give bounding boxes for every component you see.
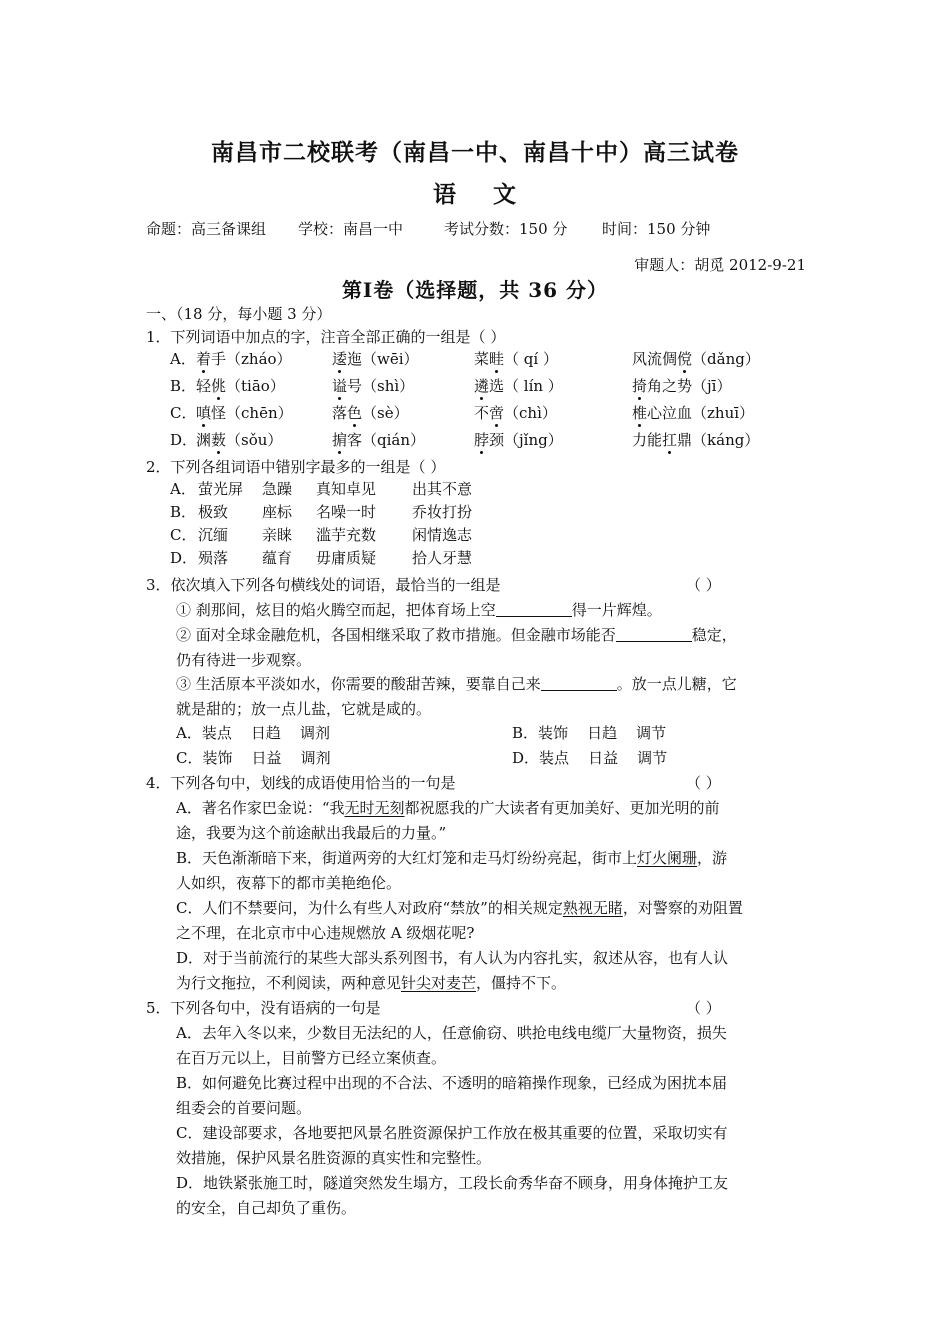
q4-option-b-cont: 人如织，夜幕下的都市美艳绝伦。	[176, 874, 402, 892]
q2-option-label: D．	[170, 549, 198, 567]
dotted-character: 谥	[332, 377, 348, 395]
q2-word: 殒落	[198, 549, 229, 567]
reviewer: 审题人：胡觅 2012-9-21	[634, 256, 806, 274]
dotted-character: 佻	[211, 377, 227, 395]
q3-answer-paren: （ ）	[686, 576, 721, 594]
q2-stem: 2．下列各组词语中错别字最多的一组是（ ）	[146, 458, 446, 476]
q4-option-d-cont: 为行文拖拉，不利阅读，两种意见针尖对麦芒，僵持不下。	[176, 974, 567, 992]
q5-option-d-cont: 的安全，自己却负了重伤。	[176, 1199, 357, 1217]
q2-word: 亲睐	[262, 526, 293, 544]
q1-word: 嗔怪（chēn）	[196, 404, 293, 422]
q2-word: 真知卓见	[316, 480, 377, 498]
dotted-character: 椎	[632, 404, 648, 422]
q4-option-d: D．对于当前流行的某些大部头系列图书，有人认为内容扎实，叙述从容，也有人认	[176, 949, 729, 967]
underlined-idiom: 针尖对麦芒	[401, 974, 477, 992]
q1-option-label: C．	[170, 404, 197, 422]
q5-option-d: D．地铁紧张施工时，隧道突然发生塌方，工段长俞秀华奋不顾身，用身体掩护工友	[176, 1174, 729, 1192]
q1-option-label: D．	[170, 431, 198, 449]
dotted-character: 色	[347, 404, 363, 422]
q4-option-b: B．天色渐渐暗下来，街道两旁的大红灯笼和走马灯纷纷亮起，街市上灯火阑珊，游	[176, 849, 728, 867]
q1-word: 逶迤（wēi）	[332, 350, 419, 368]
underlined-idiom: 熟视无睹	[562, 899, 623, 917]
q5-option-c-cont: 效措施，保护风景名胜资源的真实性和完整性。	[176, 1149, 492, 1167]
q4-answer-paren: （ ）	[686, 774, 721, 792]
q4-option-a: A．著名作家巴金说：“我无时无刻都祝愿我的广大读者有更加美好、更加光明的前	[176, 799, 720, 817]
info-proposer: 命题：高三备课组	[146, 220, 267, 238]
dotted-character: 掮	[332, 431, 348, 449]
q2-word: 出其不意	[412, 480, 473, 498]
q3-blank-3	[541, 676, 617, 691]
q4-option-a-cont: 途，我要为这个前途献出我最后的力量。”	[176, 824, 447, 842]
q4-option-c-cont: 之不理，在北京市中心违规燃放 A 级烟花呢?	[176, 924, 475, 942]
q3-option-d: D．装点 日益 调节	[512, 749, 668, 767]
info-school: 学校：南昌一中	[298, 220, 404, 238]
q2-word: 座标	[262, 503, 293, 521]
q3-blank-2	[616, 627, 692, 642]
underlined-idiom: 灯火阑珊	[637, 849, 698, 867]
q3-blank-1	[496, 602, 572, 617]
info-time: 时间：150 分钟	[602, 220, 711, 238]
q1-option-label: A．	[170, 350, 196, 368]
q3-sentence-3: ③ 生活原本平淡如水，你需要的酸甜苦辣，要靠自己来 。放一点儿糖，它	[176, 675, 737, 693]
q2-word: 拾人牙慧	[412, 549, 473, 567]
dotted-character: 啻	[489, 404, 505, 422]
q2-word: 毋庸质疑	[316, 549, 377, 567]
q3-option-a: A．装点 日趋 调剂	[176, 724, 330, 742]
q1-word: 风流倜傥（dǎng）	[632, 350, 760, 368]
q2-word: 名噪一时	[316, 503, 377, 521]
q5-option-b-cont: 组委会的首要问题。	[176, 1099, 312, 1117]
dotted-character: 畦	[489, 350, 505, 368]
dotted-character: 扛	[662, 431, 678, 449]
dotted-character: 脖	[474, 431, 490, 449]
q1-word: 遴选（ lín ）	[474, 377, 563, 395]
q2-option-label: A．	[170, 480, 196, 498]
dotted-character: 傥	[677, 350, 693, 368]
q1-word: 着手（zháo）	[196, 350, 292, 368]
q1-word: 椎心泣血（zhuī）	[632, 404, 755, 422]
q1-option-label: B．	[170, 377, 197, 395]
q5-option-c: C．建设部要求，各地要把风景名胜资源保护工作放在极其重要的位置，采取切实有	[176, 1124, 728, 1142]
q2-word: 急躁	[262, 480, 293, 498]
exam-title: 南昌市二校联考（南昌一中、南昌十中）高三试卷	[211, 139, 739, 166]
dotted-character: 薮	[211, 431, 227, 449]
q2-option-label: B．	[170, 503, 197, 521]
q5-option-b: B．如何避免比赛过程中出现的不合法、不透明的暗箱操作现象，已经成为困扰本届	[176, 1074, 728, 1092]
q1-word: 谥号（shì）	[332, 377, 415, 395]
dotted-character: 逶	[332, 350, 348, 368]
q1-word: 力能扛鼎（káng）	[632, 431, 760, 449]
q2-word: 极致	[198, 503, 229, 521]
q3-sentence-2-cont: 仍有待进一步观察。	[176, 651, 312, 669]
q2-word: 沉缅	[198, 526, 229, 544]
q5-answer-paren: （ ）	[686, 999, 721, 1017]
q4-stem: 4．下列各句中，划线的成语使用恰当的一句是	[146, 774, 456, 792]
q1-word: 脖颈（jǐng）	[474, 431, 563, 449]
q3-sentence-3-cont: 就是甜的；放一点儿盐，它就是咸的。	[176, 700, 432, 718]
part-one-heading: 一、（18 分，每小题 3 分）	[146, 305, 332, 323]
q1-word: 不啻（chì）	[474, 404, 557, 422]
q1-word: 落色（sè）	[332, 404, 409, 422]
q2-word: 乔妆打扮	[412, 503, 473, 521]
q3-stem: 3．依次填入下列各句横线处的词语，最恰当的一组是	[146, 576, 501, 594]
dotted-character: 遴	[474, 377, 490, 395]
q2-word: 滥芋充数	[316, 526, 377, 544]
q3-option-b: B．装饰 日趋 调节	[512, 724, 667, 742]
q1-stem: 1．下列词语中加点的字，注音全部正确的一组是（ ）	[146, 328, 506, 346]
q3-option-c: C．装饰 日益 调剂	[176, 749, 331, 767]
q4-option-c: C．人们不禁要问，为什么有些人对政府“禁放”的相关规定熟视无睹，对警察的劝阻置	[176, 899, 743, 917]
q2-word: 闲情逸志	[412, 526, 473, 544]
q2-option-label: C．	[170, 526, 197, 544]
section-heading: 第Ⅰ卷（选择题，共 36 分）	[341, 278, 609, 302]
q1-word: 轻佻（tiāo）	[196, 377, 285, 395]
q5-stem: 5．下列各句中，没有语病的一句是	[146, 999, 381, 1017]
q5-option-a: A．去年入冬以来，少数目无法纪的人，任意偷窃、哄抢电线电缆厂大量物资，损失	[176, 1024, 727, 1042]
q1-word: 渊薮（sǒu）	[196, 431, 283, 449]
dotted-character: 嗔	[196, 404, 212, 422]
underlined-idiom: 无时无刻	[344, 799, 405, 817]
q3-sentence-1: ① 刹那间，炫目的焰火腾空而起，把体育场上空 得一片辉煌。	[176, 601, 662, 619]
dotted-character: 着	[196, 350, 212, 368]
q1-word: 掎角之势（jī）	[632, 377, 732, 395]
q2-word: 萤光屏	[198, 480, 244, 498]
dotted-character: 掎	[632, 377, 648, 395]
q2-word: 蕴育	[262, 549, 293, 567]
q1-word: 菜畦（ qí ）	[474, 350, 558, 368]
subject-title: 语 文	[432, 181, 518, 208]
q3-sentence-2: ② 面对全球金融危机，各国相继采取了救市措施。但金融市场能否 稳定，	[176, 626, 737, 644]
q1-word: 掮客（qián）	[332, 431, 426, 449]
info-score: 考试分数：150 分	[444, 220, 568, 238]
q5-option-a-cont: 在百万元以上，目前警方已经立案侦查。	[176, 1049, 447, 1067]
